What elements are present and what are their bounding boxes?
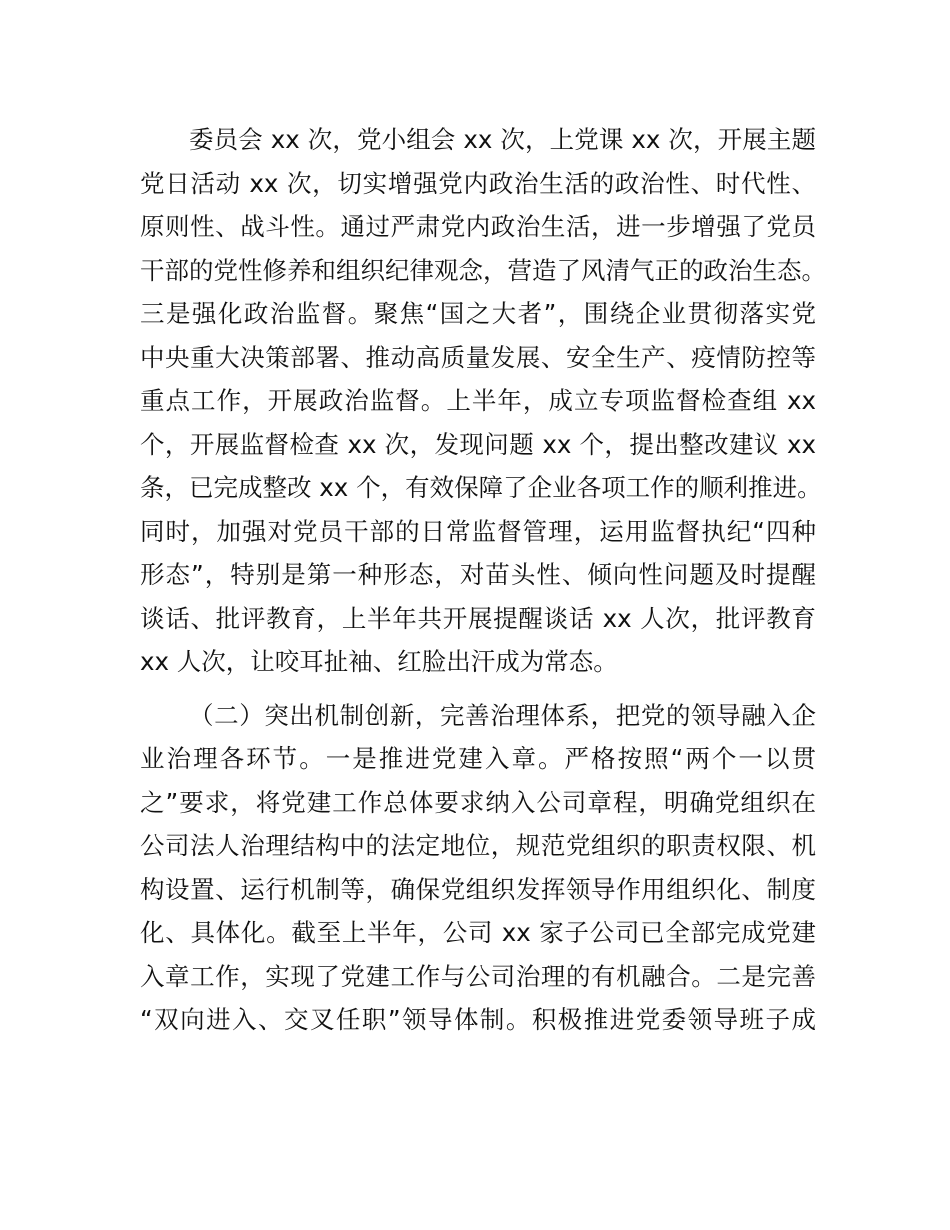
text-line: 委员会 xx 次，党小组会 xx 次，上党课 xx 次，开展主题 [189,125,816,154]
paragraph-1 [140,118,826,684]
text-line: 重点工作，开展政治监督。上半年，成立专项监督检查组 xx [140,386,816,415]
text-line: （二）突出机制创新，完善治理体系，把党的领导融入企 [189,700,816,730]
text-line: 形态”，特别是第一种形态，对苗头性、倾向性问题及时提醒 [140,560,816,589]
paragraph-spacer [140,684,816,694]
document-body [140,118,826,1042]
text-line: 谈话、批评教育，上半年共开展提醒谈话 xx 人次，批评教育 [140,603,816,633]
text-line: 中央重大决策部署、推动高质量发展、安全生产、疫情防控等 [140,342,816,372]
text-line: 业治理各环节。一是推进党建入章。严格按照“两个一以贯 [140,744,816,773]
text-line: 之”要求，将党建工作总体要求纳入公司章程，明确党组织在 [140,787,816,817]
text-line: 入章工作，实现了党建工作与公司治理的有机融合。二是完善 [140,961,816,991]
text-line: xx 人次，让咬耳扯袖、红脸出汗成为常态。 [140,647,618,676]
text-line: 化、具体化。截至上半年，公司 xx 家子公司已全部完成党建 [140,918,816,947]
text-line: 构设置、运行机制等，确保党组织发挥领导作用组织化、制度 [140,874,816,904]
text-line: 公司法人治理结构中的法定地位，规范党组织的职责权限、机 [140,831,816,860]
paragraph-2 [140,694,816,1042]
text-line: 同时，加强对党员干部的日常监督管理，运用监督执纪“四种 [140,516,816,546]
text-line: 三是强化政治监督。聚焦“国之大者”，围绕企业贯彻落实党 [140,299,816,328]
text-line: “双向进入、交叉任职”领导体制。积极推进党委领导班子成 [140,1005,816,1034]
text-line: 干部的党性修养和组织纪律观念，营造了风清气正的政治生态。 [140,255,826,285]
text-line: 党日活动 xx 次，切实增强党内政治生活的政治性、时代性、 [140,168,816,198]
text-line: 个，开展监督检查 xx 次，发现问题 xx 个，提出整改建议 xx [140,429,816,459]
text-line: 原则性、战斗性。通过严肃党内政治生活，进一步增强了党员 [140,212,816,241]
text-line: 条，已完成整改 xx 个，有效保障了企业各项工作的顺利推进。 [140,473,822,502]
